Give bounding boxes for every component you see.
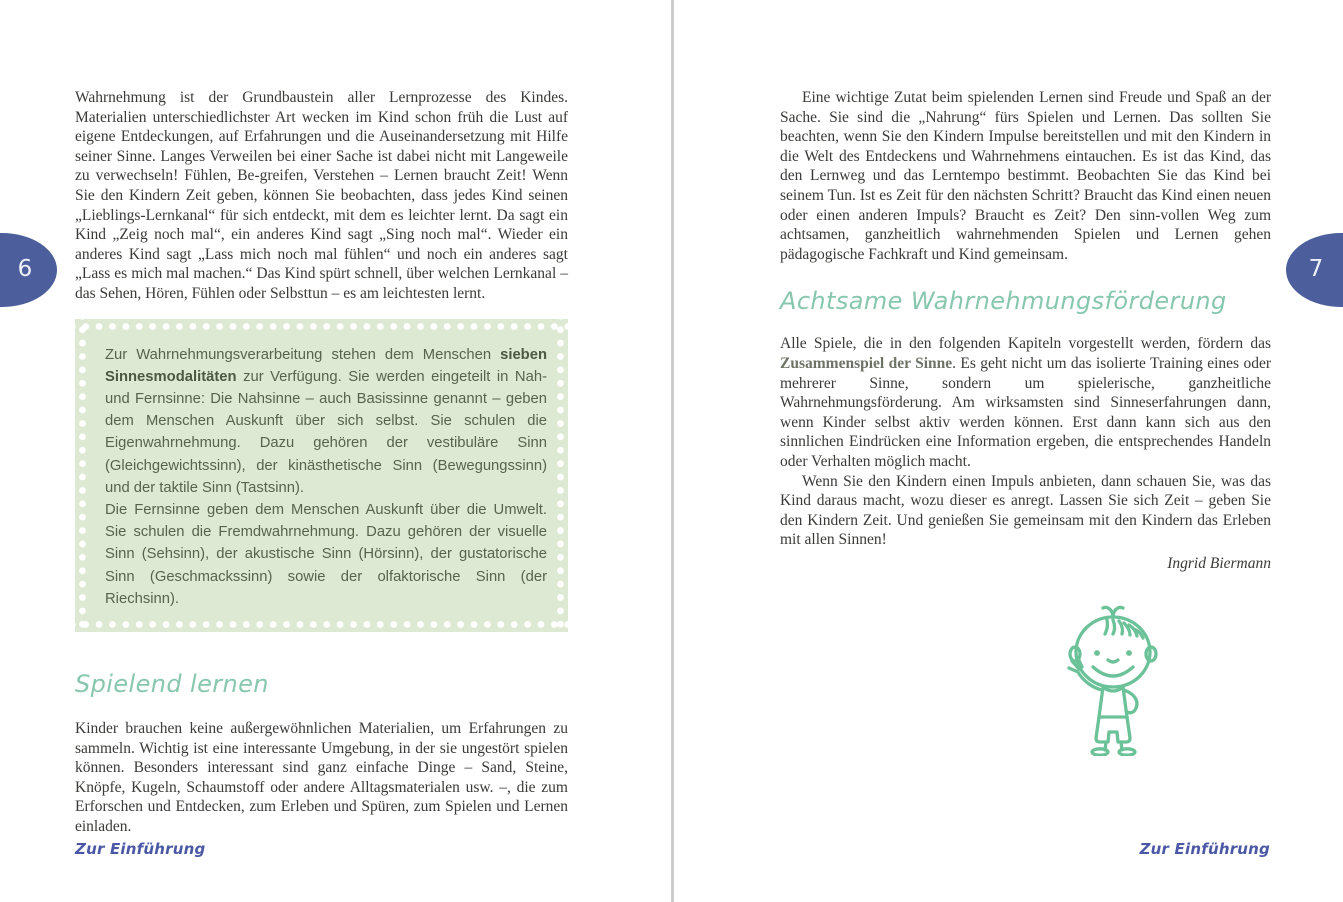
paragraph-text: Alle Spiele, die in den folgenden Kapiteln vorgestellt werden, fördern das (780, 335, 1271, 353)
chapter-footer-left: Zur Einführung (75, 840, 206, 858)
right-text-column (780, 88, 1271, 573)
page-number-right: 7 (1308, 256, 1324, 282)
info-box-paragraph-1 (105, 344, 547, 499)
waving-child-icon (1055, 604, 1167, 756)
info-box-text: zur Verfügung. Sie werden eingeteilt in Nah- und Fernsinne: Die Nahsinne – auch Basissinne genannt – geben dem Menschen Auskunft über sich selbst. Sie schulen die Eigenwahrnehmung. Dazu gehören der vestibuläre Sinn (Gleichgewichtssinn), der kinästhetische Sinn (Bewegungssinn) und der taktile Sinn (Tastsinn). (105, 368, 547, 496)
dotted-border-right (555, 319, 566, 632)
page-left (0, 0, 671, 902)
dotted-border-top (75, 321, 568, 332)
section-paragraph: Kinder brauchen keine außergewöhnlichen Materialien, um Erfahrungen zu sammeln. Wichtig ist eine interessante Umgebung, in der sie ungestört spielen können. Besonders interessant sind ganz einfache Dinge – Sand, Steine, Knöpfe, Kugeln, Schaumstoff oder andere Alltagsmaterialen usw. –, die zum Erforschen und Entdecken, zum Erleben und Spüren, zum Spielen und Lernen einladen. (75, 719, 568, 835)
sense-modalities-info-box (75, 319, 568, 632)
dotted-border-bottom (75, 619, 568, 630)
left-text-column (75, 88, 568, 837)
info-box-text: Zur Wahrnehmungsverarbeitung stehen dem Menschen (105, 346, 501, 363)
info-box-paragraph-2: Die Fernsinne geben dem Menschen Auskunft über die Umwelt. Sie schulen die Fremdwahrnehmung. Dazu gehören der visuelle Sinn (Sehsinn), der akustische Sinn (Hörsinn), der gustatorische Sinn (Geschmackssinn) sowie der olfaktorische Sinn (der Riechsinn). (105, 501, 547, 607)
right-paragraph-2 (780, 334, 1271, 471)
right-paragraph-1: Eine wichtige Zutat beim spielenden Lernen sind Freude und Spaß an der Sache. Sie sind die „Nahrung“ fürs Spielen und Lernen. Das sollten Sie beachten, wenn Sie den Kindern Impulse bereitstellen und mit den Kindern in die Welt des Entdeckens und Wahrnehmens eintauchen. Es ist das Kind, das den Lernweg und das Lerntempo bestimmt. Beobachten Sie das Kind bei seinem Tun. Ist es Zeit für den nächsten Schritt? Braucht das Kind einen neuen oder einen anderen Impuls? Braucht es Zeit? Den sinn-vollen Weg zum achtsamen, ganzheitlich wahrnehmenden Spielen und Lernen gehen pädagogische Fachkraft und Kind gemeinsam. (780, 89, 1271, 263)
author-signature: Ingrid Biermann (1167, 554, 1271, 572)
paragraph-text: . Es geht nicht um das isolierte Training eines oder mehrerer Sinne, sondern um spielerische, ganzheitliche Wahrnehmungsförderung. Am wirksamsten sind Sinneserfahrungen dann, wenn Kinder selbst aktiv werden können. Erst dann kann sich aus den sinnlichen Eindrücken eine Information ergeben, die entsprechendes Handeln oder Verhalten möglich macht. (780, 354, 1272, 470)
dotted-border-left (77, 319, 88, 632)
section-heading-achtsame: Achtsame Wahrnehmungsförderung (780, 287, 1227, 316)
right-paragraph-3: Wenn Sie den Kindern einen Impuls anbieten, dann schauen Sie, was das Kind daraus macht, wozu dieser es anregt. Lassen Sie sich Zeit – geben Sie den Kindern Zeit. Und genießen Sie gemeinsam mit den Kindern das Erleben mit allen Sinnen! (780, 472, 1271, 549)
intro-paragraph: Wahrnehmung ist der Grundbaustein aller Lernprozesse des Kindes. Materialien unterschiedlichster Art wecken im Kind schon früh die Lust auf eigene Entdeckungen, auf Erfahrungen und die Auseinandersetzung mit Hilfe seiner Sinne. Langes Verweilen bei einer Sache ist dabei nicht mit Langeweile zu verwechseln! Fühlen, Be-greifen, Verstehen – Lernen braucht Zeit! Wenn Sie den Kindern Zeit geben, können Sie beobachten, dass jedes Kind seinen „Lieblings-Lernkanal“ für sich entdeckt, mit dem es leichter lernt. Da sagt ein Kind „Zeig noch mal“, ein anderes Kind sagt „Sing noch mal“. Wieder ein anderes Kind sagt „Lass mich noch mal fühlen“ und noch ein anderes sagt „Lass es mich mal machen.“ Das Kind spürt schnell, über welchen Lernkanal – das Sehen, Hören, Fühlen oder Selbsttun – es am leichtesten lernt. (75, 89, 568, 302)
info-box-bold-term: sieben Sinnesmodalitäten (105, 346, 547, 385)
chapter-footer-right: Zur Einführung (1139, 840, 1270, 858)
paragraph-bold-term: Zusammenspiel der Sinne (780, 354, 953, 372)
page-right (672, 0, 1343, 902)
page-number-left: 6 (17, 256, 33, 282)
section-heading-spielend-lernen: Spielend lernen (75, 669, 269, 698)
